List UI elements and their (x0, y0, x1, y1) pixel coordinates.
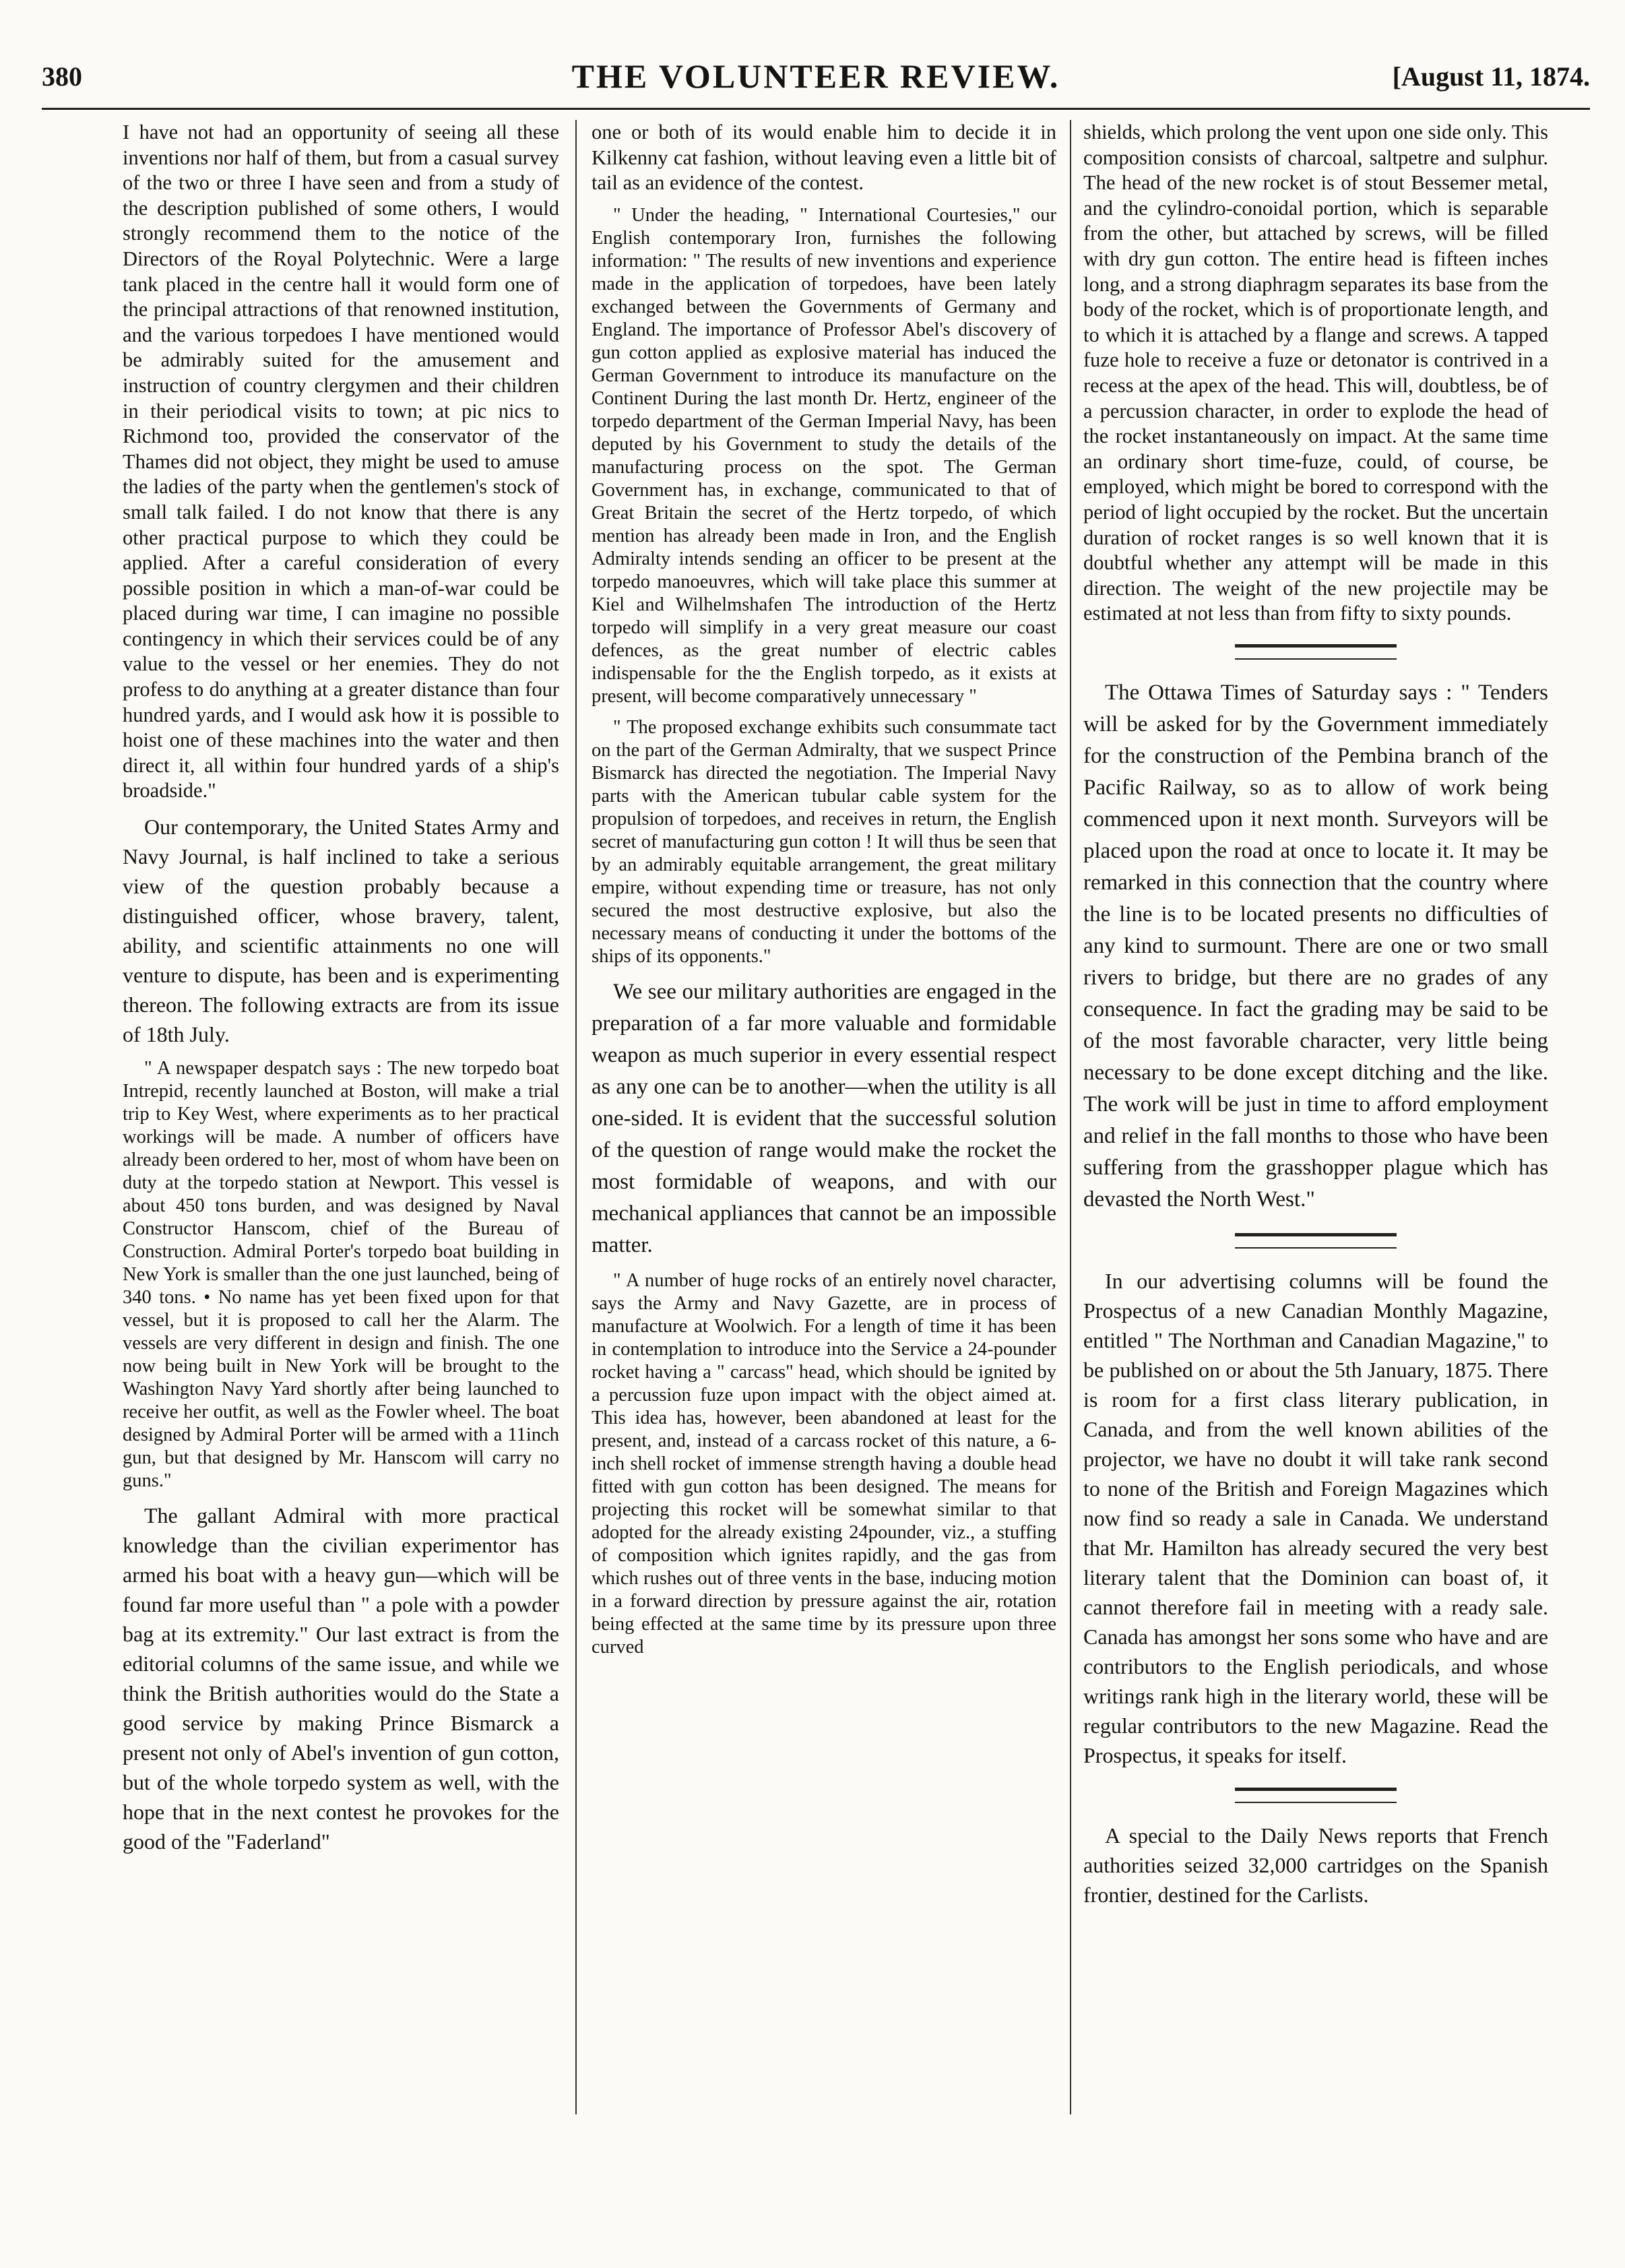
article-paragraph: shields, which prolong the vent upon one side only. This composition consists of charcoal, saltpetre and sulphur. The head of the new rocket is of stout Bessemer metal, and the cylindro-conoidal portion, which is separable from the other, but attached by screws, will be filled with dry gun cotton. The entire head is fifteen inches long, and a strong diaphragm separates its base from the body of the rocket, which is of proportionate length, and to which it is attached by a flange and screws. A tapped fuze hole to receive a fuze or detonator is contrived in a recess at the apex of the head. This will, doubtless, be of a percussion character, in order to explode the head of the rocket instantaneously on impact. At the same time an ordinary short time-fuze, could, of course, be employed, which might be bored to correspond with the period of light occupied by the rocket. But the uncertain duration of rocket ranges is so well known that it is doubtful whether any attempt will be made in this direction. The weight of the new projectile may be estimated at not less than from fifty to sixty pounds. (1083, 121, 1548, 625)
article-paragraph: A special to the Daily News reports that French authorities seized 32,000 cartridges on the Spanish frontier, destined for the Carlists. (1083, 1823, 1548, 1907)
article-paragraph: The gallant Admiral with more practical knowledge than the civilian experimentor has armed his boat with a heavy gun—which will be found far more useful than " a pole with a powder bag at its extremity." Our last extract is from the editorial columns of the same issue, and while we think the British authorities would do the State a good service by making Prince Bismarck a present not only of Abel's invention of gun cotton, but of the whole torpedo system as well, with the hope that in the next contest he provokes for the good of the "Faderland" (123, 1503, 559, 1854)
column-2 (592, 120, 1056, 2141)
article-paragraph: one or both of its would enable him to decide it in Kilkenny cat fashion, without leaving even a little bit of tail as an evidence of the contest. (592, 121, 1056, 195)
section-separator (1235, 1233, 1397, 1249)
quoted-paragraph: " Under the heading, " International Courtesies," our English contemporary Iron, furnishes the following information: " The results of new inventions and experience made in the application of torpedoes, have been lately exchanged between the Governments of Germany and England. The importance of Professor Abel's discovery of gun cotton applied as explosive material has induced the German Government to introduce its manufacture on the Continent During the last month Dr. Hertz, engineer of the torpedo department of the German Imperial Navy, has been deputed by his Government to study the details of the manufacturing process on the spot. The German Government has, in exchange, communicated to that of Great Britain the secret of the Hertz torpedo, of which mention has already been made in Iron, and the English Admiralty intends sending an officer to be present at the torpedo manoeuvres, which will take place this summer at Kiel and Wilhelmshafen The introduction of the Hertz torpedo will simplify in a very great measure our coast defences, as the great number of electric cables indispensable for the the English torpedo, as it exists at present, will become comparatively unnecessary " (592, 204, 1056, 707)
section-separator (1235, 1788, 1397, 1803)
article-paragraph: We see our military authorities are engaged in the preparation of a far more valuable and formidable weapon as much superior in every essential respect as any one can be to another—when the utility is all one-sided. It is evident that the successful solution of the question of range would make the rocket the most formidable of weapons, and with our mechanical appliances that cannot be an impossible matter. (592, 979, 1056, 1257)
header-rule (42, 108, 1590, 110)
article-paragraph: Our contemporary, the United States Army and Navy Journal, is half inclined to take a serious view of the question probably because a distinguished officer, whose bravery, talent, ability, and scientific attainments no one will venture to dispute, has been and is experimenting thereon. The following extracts are from its issue of 18th July. (123, 815, 559, 1047)
column-1 (123, 120, 559, 2141)
page-number: 380 (42, 61, 82, 92)
newspaper-title: THE VOLUNTEER REVIEW. (571, 57, 1060, 95)
article-paragraph: The Ottawa Times of Saturday says : " Tenders will be asked for by the Government immediately for the construction of the Pembina branch of the Pacific Railway, so as to allow of work being commenced upon it next month. Surveyors will be placed upon the road at once to locate it. It may be remarked in this connection that the country where the line is to be located presents no difficulties of any kind to surmount. There are one or two small rivers to bridge, but there are no grades of any consequence. In fact the grading may be said to be of the most favorable character, very little being necessary to be done except ditching and the like. The work will be just in time to afford employment and relief in the fall months to those who have been suffering from the grasshopper plague which has devasted the North West." (1083, 680, 1548, 1211)
quoted-paragraph: " A number of huge rocks of an entirely novel character, says the Army and Navy Gazette, are in process of manufacture at Woolwich. For a length of time it has been in contemplation to introduce into the Service a 24-pounder rocket having a " carcass" head, which should be ignited by a percussion fuze upon impact with the object aimed at. This idea has, however, been abandoned at least for the present, and, instead of a carcass rocket of this nature, a 6-inch shell rocket of immense strength having a double head fitted with gun cotton has been designed. The means for projecting this rocket will be somewhat similar to that adopted for the already existing 24pounder, viz., a stuffing of composition which ignites rapidly, and the gas from which rushes out of three vents in the base, inducing motion in a forward direction by pressure against the air, rotation being effected at the same time by its pressure upon three curved (592, 1269, 1056, 1658)
quoted-paragraph: " A newspaper despatch says : The new torpedo boat Intrepid, recently launched at Boston, will make a trial trip to Key West, where experiments as to her practical workings will be made. A number of officers have already been ordered to her, most of whom have been on duty at the torpedo station at Newport. This vessel is about 450 tons burden, and was designed by Naval Constructor Hanscom, chief of the Bureau of Construction. Admiral Porter's torpedo boat building in New York is smaller than the one just launched, being of 340 tons. • No name has yet been fixed upon for that vessel, but it is proposed to call her the Alarm. The vessels are very different in design and finish. The one now being built in New York will be brought to the Washington Navy Yard shortly after being launched to receive her outfit, as well as the Fowler wheel. The boat designed by Admiral Porter will be armed with a 11inch gun, but that designed by Mr. Hanscom will carry no guns." (123, 1058, 559, 1492)
article-paragraph: In our advertising columns will be found the Prospectus of a new Canadian Monthly Magazine, entitled " The Northman and Canadian Magazine," to be published on or about the 5th January, 1875. There is room for a first class literary publication, in Canada, and from the well known abilities of the projector, we have no doubt it will take rank second to none of the British and Foreign Magazines which now find so ready a sale in Canada. We understand that Mr. Hamilton has already secured the very best literary talent that the Dominion can boast of, it cannot therefore fail in meeting with a ready sale. Canada has amongst her sons some who have and are contributors to the English periodicals, and whose writings rank high in the literary world, these will be regular contributors to the new Magazine. Read the Prospectus, it speaks for itself. (1083, 1268, 1548, 1767)
article-paragraph: I have not had an opportunity of seeing all these inventions nor half of them, but from a casual survey of the two or three I have seen and from a study of the description published of some others, I would strongly recommend them to the notice of the Directors of the Royal Polytechnic. Were a large tank placed in the centre hall it would form one of the principal attractions of that renowned institution, and the various torpedoes I have mentioned would be admirably suited for the amusement and instruction of country clergymen and their children in their periodical visits to town; at pic nics to Richmond too, provided the conservator of the Thames did not object, they might be used to amuse the ladies of the party when the gentlemen's stock of small talk failed. I do not know that there is any other practical purpose to which they could be applied. After a careful consideration of every possible position in which a man-of-war could be placed during war time, I can imagine no possible contingency in which their services could be of any value to the vessel or her enemies. They do not profess to do anything at a greater distance than four hundred yards, and I would ask how it is possible to hoist one of these machines into the water and then direct it, all within four hundred yards of a ship's broadside." (123, 121, 559, 802)
column-divider (1070, 120, 1071, 2114)
issue-date: [August 11, 1874. (1392, 61, 1590, 92)
column-3 (1083, 120, 1548, 2141)
column-divider (575, 120, 577, 2114)
quoted-paragraph: " The proposed exchange exhibits such consummate tact on the part of the German Admiralty, that we suspect Prince Bismarck has directed the negotiation. The Imperial Navy parts with the American tubular cable system for the propulsion of torpedoes, and receives in return, the English secret of manufacturing gun cotton ! It will thus be seen that by an admirably equitable arrangement, the great military empire, without expending time or treasure, has not only secured the most destructive explosive, but also the necessary means of conducting it under the bottoms of the ships of its opponents." (592, 716, 1056, 967)
page-header (42, 36, 1590, 117)
section-separator (1235, 644, 1397, 660)
